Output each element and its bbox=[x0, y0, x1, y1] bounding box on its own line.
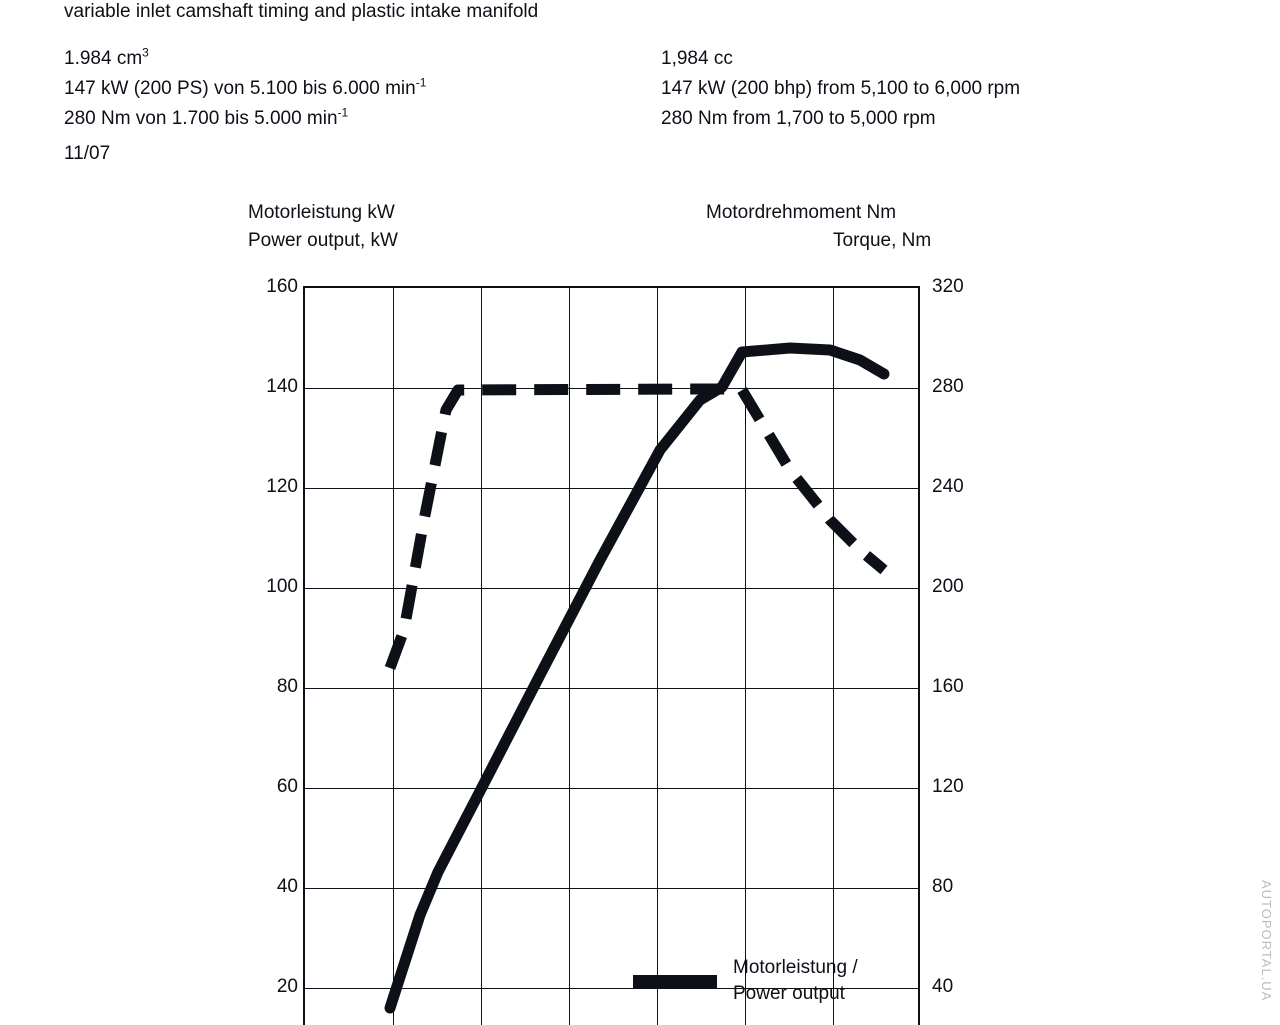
gridline-horizontal bbox=[305, 488, 918, 489]
spec-torque-de-sup: -1 bbox=[337, 105, 349, 120]
right-tick-label: 280 bbox=[932, 376, 964, 397]
gridline-vertical bbox=[657, 288, 658, 1025]
legend-label-power-output bbox=[733, 955, 858, 1007]
left-tick-label: 20 bbox=[276, 976, 298, 997]
left-tick-label: 60 bbox=[276, 776, 298, 797]
engine-subtitle: variable inlet camshaft timing and plastic intake manifold bbox=[64, 1, 539, 22]
left-tick-label: 100 bbox=[266, 576, 298, 597]
left-axis-title-de: Motorleistung kW bbox=[248, 202, 395, 223]
left-axis-title-en: Power output, kW bbox=[248, 230, 398, 251]
legend-label-line-2: Power output bbox=[733, 983, 845, 1004]
spec-power-de-sup: -1 bbox=[415, 75, 427, 90]
spec-displacement-de-sup: 3 bbox=[142, 45, 149, 60]
gridline-vertical bbox=[833, 288, 834, 1025]
watermark-text: AUTOPORTAL.UA bbox=[1259, 880, 1274, 1002]
chart-legend bbox=[633, 955, 858, 1007]
right-tick-label: 40 bbox=[932, 976, 954, 997]
gridline-horizontal bbox=[305, 788, 918, 789]
gridline-vertical bbox=[481, 288, 482, 1025]
legend-swatch-power-output bbox=[633, 975, 717, 988]
right-tick-label: 120 bbox=[932, 776, 964, 797]
date-label: 11/07 bbox=[64, 143, 111, 164]
left-tick-label: 140 bbox=[266, 376, 298, 397]
left-tick-label: 80 bbox=[276, 676, 298, 697]
left-tick-label: 160 bbox=[266, 276, 298, 297]
gridline-vertical bbox=[569, 288, 570, 1025]
left-tick-label: 120 bbox=[266, 476, 298, 497]
spec-power-de-text: 147 kW (200 PS) von 5.100 bis 6.000 min bbox=[64, 78, 416, 99]
gridline-horizontal bbox=[305, 588, 918, 589]
gridline-horizontal bbox=[305, 688, 918, 689]
left-tick-label: 40 bbox=[276, 876, 298, 897]
spec-torque-de-text: 280 Nm von 1.700 bis 5.000 min bbox=[64, 108, 338, 129]
spec-displacement-de-text: 1.984 cm bbox=[64, 48, 143, 69]
spec-displacement-en: 1,984 cc bbox=[661, 48, 733, 69]
gridline-horizontal bbox=[305, 888, 918, 889]
gridline-vertical bbox=[745, 288, 746, 1025]
spec-power-en: 147 kW (200 bhp) from 5,100 to 6,000 rpm bbox=[661, 78, 1021, 99]
gridline-vertical bbox=[393, 288, 394, 1025]
spec-torque-en: 280 Nm from 1,700 to 5,000 rpm bbox=[661, 108, 936, 129]
right-tick-label: 160 bbox=[932, 676, 964, 697]
legend-label-line-1: Motorleistung / bbox=[733, 957, 858, 978]
right-axis-title-en: Torque, Nm bbox=[833, 230, 932, 251]
right-tick-label: 240 bbox=[932, 476, 964, 497]
right-axis-title-de: Motordrehmoment Nm bbox=[706, 202, 897, 223]
gridline-horizontal bbox=[305, 388, 918, 389]
right-tick-label: 320 bbox=[932, 276, 964, 297]
right-tick-label: 80 bbox=[932, 876, 954, 897]
plot-area bbox=[303, 286, 920, 1025]
right-tick-label: 200 bbox=[932, 576, 964, 597]
